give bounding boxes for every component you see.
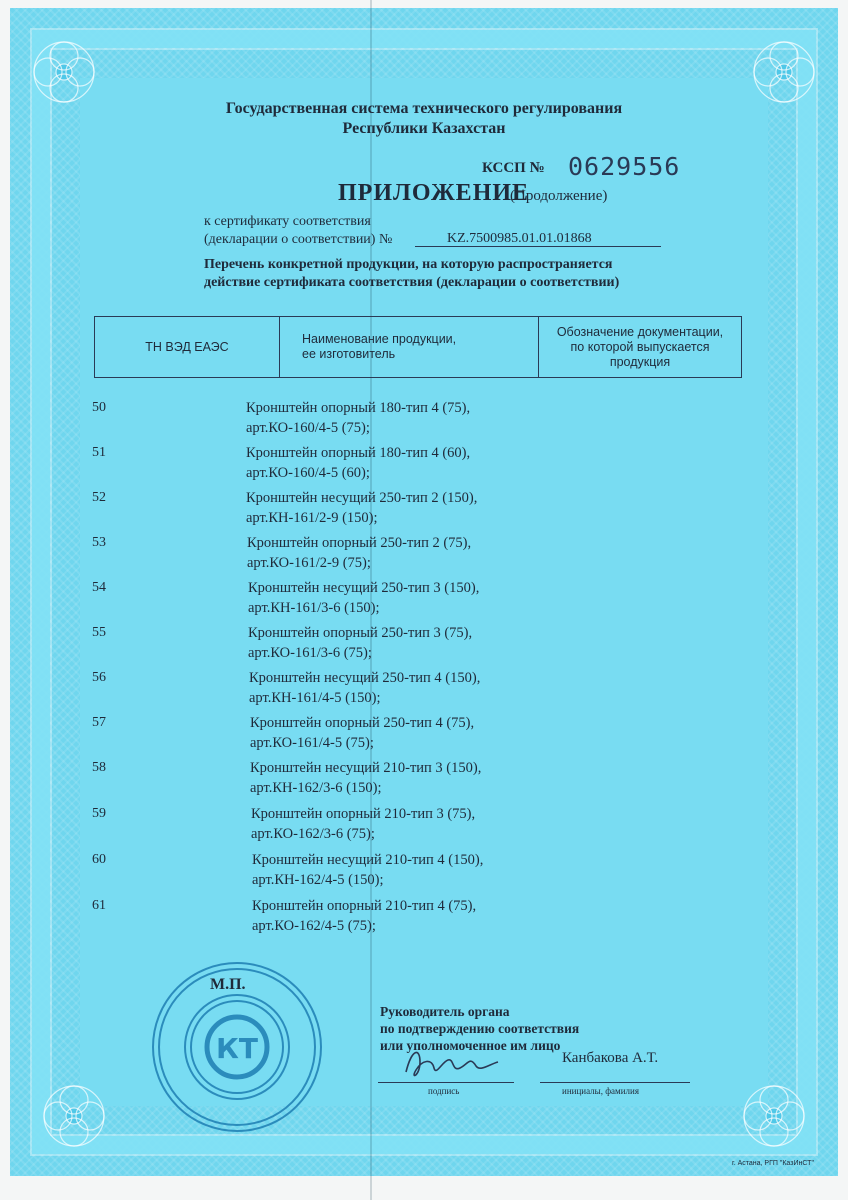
row-number: 50 bbox=[92, 400, 106, 415]
col-product-name-line-2: ее изготовитель bbox=[302, 347, 396, 361]
name-underline bbox=[540, 1082, 690, 1083]
product-name: Кронштейн несущий 250-тип 3 (150), bbox=[248, 580, 480, 596]
list-item bbox=[252, 850, 483, 890]
col-hs-code: ТН ВЭД ЕАЭС bbox=[95, 317, 280, 378]
product-name: Кронштейн опорный 250-тип 3 (75), bbox=[248, 625, 473, 641]
stamp-emblem-letters: КТ bbox=[216, 1032, 258, 1065]
product-article: арт.КН-162/4-5 (150); bbox=[252, 872, 384, 888]
list-item bbox=[248, 578, 479, 618]
list-item bbox=[247, 533, 471, 573]
product-name: Кронштейн опорный 210-тип 4 (75), bbox=[252, 898, 477, 914]
signature-icon bbox=[398, 1042, 508, 1091]
stamp-mp-label: М.П. bbox=[210, 976, 246, 993]
row-number: 57 bbox=[92, 715, 106, 730]
list-item bbox=[250, 713, 474, 753]
list-item bbox=[246, 443, 470, 483]
row-number: 58 bbox=[92, 760, 106, 775]
caption-name: инициалы, фамилия bbox=[562, 1086, 639, 1096]
row-number: 60 bbox=[92, 852, 106, 867]
kssp-label: КССП № bbox=[482, 160, 545, 176]
col-product-name-line-1: Наименование продукции, bbox=[302, 332, 457, 346]
header-line-2: Республики Казахстан bbox=[342, 120, 506, 137]
product-name: Кронштейн опорный 180-тип 4 (75), bbox=[246, 400, 471, 416]
row-number: 53 bbox=[92, 535, 106, 550]
col-documentation-line-2: по которой выпускается bbox=[570, 339, 710, 354]
caption-signature: подпись bbox=[428, 1086, 460, 1096]
signature-underline bbox=[378, 1082, 514, 1083]
col-product-name bbox=[280, 317, 539, 378]
row-number: 52 bbox=[92, 490, 106, 505]
header-line-1: Государственная система технического регулирования bbox=[225, 100, 623, 117]
signer-title-line-1: Руководитель органа bbox=[380, 1004, 510, 1019]
list-heading-line-2: действие сертификата соответствия (декларации о соответствии) bbox=[204, 275, 620, 290]
product-article: арт.КО-162/3-6 (75); bbox=[251, 826, 375, 842]
row-number: 56 bbox=[92, 670, 106, 685]
certificate-line-1: к сертификату соответствия bbox=[204, 214, 371, 229]
product-name: Кронштейн опорный 250-тип 4 (75), bbox=[250, 715, 475, 731]
col-documentation bbox=[539, 317, 742, 378]
product-article: арт.КО-161/3-6 (75); bbox=[248, 645, 372, 661]
product-name: Кронштейн несущий 250-тип 4 (150), bbox=[249, 670, 481, 686]
list-item bbox=[248, 623, 472, 663]
product-article: арт.КО-161/2-9 (75); bbox=[247, 555, 371, 571]
certificate-line-2: (декларации о соответствии) № bbox=[204, 232, 393, 247]
product-name: Кронштейн несущий 250-тип 2 (150), bbox=[246, 490, 478, 506]
product-name: Кронштейн опорный 180-тип 4 (60), bbox=[246, 445, 471, 461]
document-subtitle: (Продолжение) bbox=[510, 188, 608, 204]
document-title: ПРИЛОЖЕНИЕ bbox=[338, 180, 530, 206]
product-article: арт.КО-162/4-5 (75); bbox=[252, 918, 376, 934]
list-item bbox=[246, 488, 477, 528]
rosette-icon bbox=[734, 1076, 814, 1156]
row-number: 51 bbox=[92, 445, 106, 460]
list-item bbox=[250, 758, 481, 798]
signer-title-line-2: по подтверждению соответствия bbox=[380, 1021, 580, 1036]
col-documentation-line-3: продукция bbox=[609, 354, 671, 369]
signer-title-line-3: или уполномоченное им лицо bbox=[380, 1038, 561, 1053]
row-number: 54 bbox=[92, 580, 106, 595]
product-table-header bbox=[94, 316, 742, 378]
product-article: арт.КН-162/3-6 (150); bbox=[250, 780, 382, 796]
list-item bbox=[249, 668, 480, 708]
product-article: арт.КО-160/4-5 (75); bbox=[246, 420, 370, 436]
list-item bbox=[252, 896, 476, 936]
product-article: арт.КН-161/4-5 (150); bbox=[249, 690, 381, 706]
product-name: Кронштейн опорный 250-тип 2 (75), bbox=[247, 535, 472, 551]
product-article: арт.КО-160/4-5 (60); bbox=[246, 465, 370, 481]
col-documentation-line-1: Обозначение документации, bbox=[556, 324, 724, 339]
product-name: Кронштейн опорный 210-тип 3 (75), bbox=[251, 806, 476, 822]
printer-note: г. Астана, РГП "КазИнСТ" bbox=[732, 1160, 814, 1167]
row-number: 61 bbox=[92, 898, 106, 913]
row-number: 59 bbox=[92, 806, 106, 821]
product-article: арт.КН-161/3-6 (150); bbox=[248, 600, 380, 616]
list-item bbox=[251, 804, 475, 844]
list-heading-line-1: Перечень конкретной продукции, на которую распространяется bbox=[204, 257, 613, 272]
row-number: 55 bbox=[92, 625, 106, 640]
product-article: арт.КО-161/4-5 (75); bbox=[250, 735, 374, 751]
product-name: Кронштейн несущий 210-тип 3 (150), bbox=[250, 760, 482, 776]
rosette-icon bbox=[34, 1076, 114, 1156]
list-item bbox=[246, 398, 470, 438]
product-article: арт.КН-161/2-9 (150); bbox=[246, 510, 378, 526]
certificate-number: KZ.7500985.01.01.01868 bbox=[447, 231, 592, 246]
product-name: Кронштейн несущий 210-тип 4 (150), bbox=[252, 852, 484, 868]
kssp-number: 0629556 bbox=[568, 152, 681, 181]
signer-name: Канбакова А.Т. bbox=[562, 1050, 659, 1066]
